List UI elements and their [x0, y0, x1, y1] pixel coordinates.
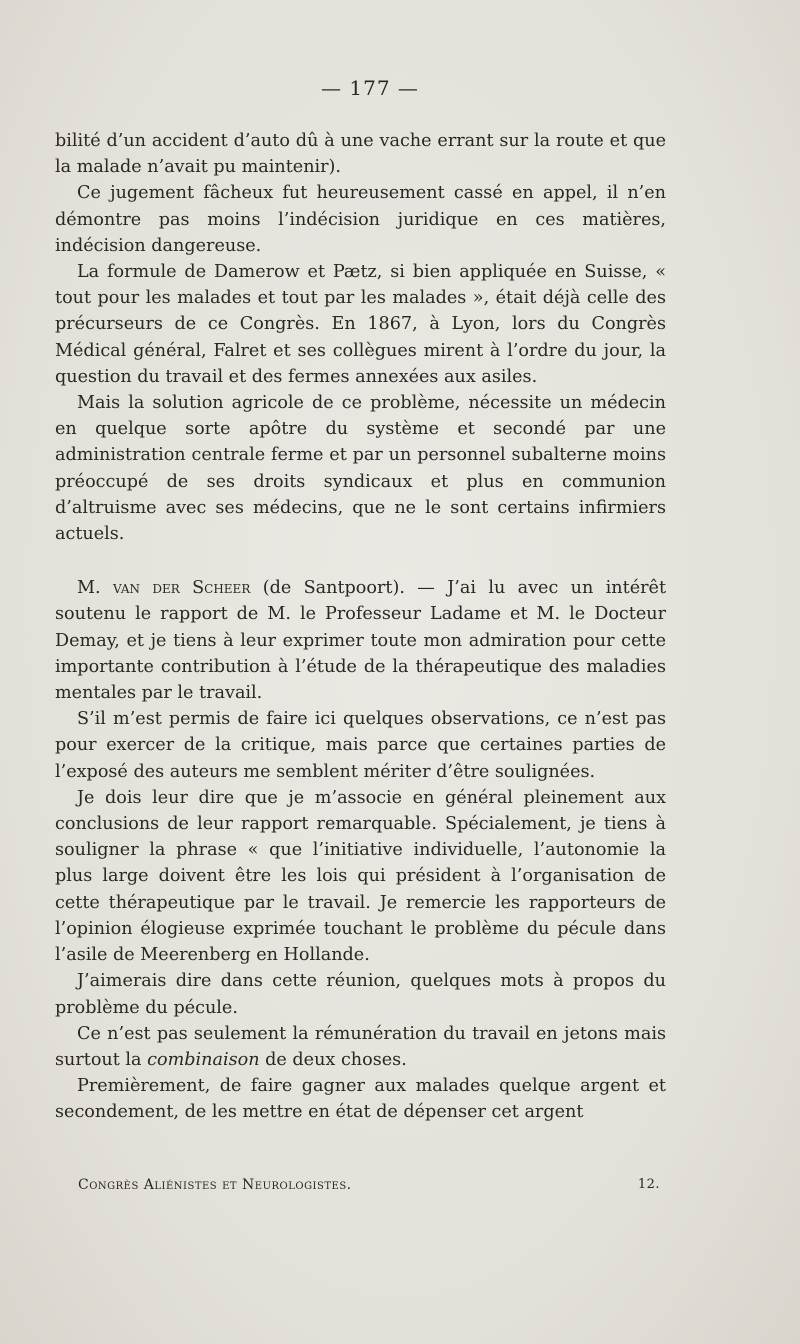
speaker-prefix: M.	[77, 578, 113, 599]
emphasis-word: combinaison	[147, 1049, 260, 1070]
paragraph: Ce jugement fâcheux fut heureusement cassé en appel, il n’en démontre pas moins l’indécision juridique en ces matières, indécision dangereuse.	[55, 183, 666, 256]
page-footer	[78, 1177, 660, 1193]
speaker-name: van der Scheer	[112, 578, 251, 599]
paragraph: La formule de Damerow et Pætz, si bien appliquée en Suisse, « tout pour les malades et tout par les malades », était déjà celle des précurseurs de ce Congrès. En 1867, à Lyon, lors du Congrès Médical général, Falret et ses collègues mirent à l’ordre du jour, la question du travail et des fermes annexées aux asiles.	[55, 262, 666, 387]
paragraph-combinaison: Ce n’est pas seulement la rémunération du travail en jetons mais surtout la combinaison de deux choses.	[55, 1023, 666, 1070]
paragraph: Premièrement, de faire gagner aux malades quelque argent et secondement, de les mettre en état de dépenser cet argent	[55, 1076, 666, 1123]
paragraph: S’il m’est permis de faire ici quelques observations, ce n’est pas pour exercer de la critique, mais parce que certaines parties de l’exposé des auteurs me semblent mériter d’être soulignées.	[55, 709, 666, 782]
speaker-paragraph	[55, 575, 666, 706]
paragraph-continuation: bilité d’un accident d’auto dû à une vache errant sur la route et que la malade n’avait pu maintenir).	[55, 131, 666, 178]
footer-sheet-number: 12.	[637, 1177, 660, 1192]
paragraph: J’aimerais dire dans cette réunion, quelques mots à propos du problème du pécule.	[55, 971, 666, 1018]
speaker-text: (de Santpoort). — J’ai lu avec un intérêt soutenu le rapport de M. le Professeur Ladame et M. le Docteur Demay, et je tiens à leur exprimer toute mon admiration pour cette importante contribution à l’étude de la thérapeutique des maladies mentales par le travail.	[55, 578, 667, 704]
page-number: — 177 —	[321, 76, 419, 100]
body-text	[55, 128, 666, 1126]
paragraph: Je dois leur dire que je m’associe en général pleinement aux conclusions de leur rapport remarquable. Spécialement, je tiens à souligner la phrase « que l’initiative individuelle, l’autonomie la plus large doivent être les lois qui président à l’organisation de cette thérapeutique par le travail. Je remercie les rapporteurs de l’opinion élogieuse exprimée touchant le problème du pécule dans l’asile de Meerenberg en Hollande.	[55, 787, 666, 966]
footer-signature: Congrès Aliénistes et Neurologistes.	[78, 1177, 352, 1193]
paragraph: Mais la solution agricole de ce problème, nécessite un médecin en quelque sorte apôtre du système et secondé par une administration centrale ferme et par un personnel subalterne moins préoccupé de ses droits syndicaux et plus en communion d’altruisme avec ses médecins, que ne le sont certains infirmiers actuels.	[55, 393, 666, 545]
